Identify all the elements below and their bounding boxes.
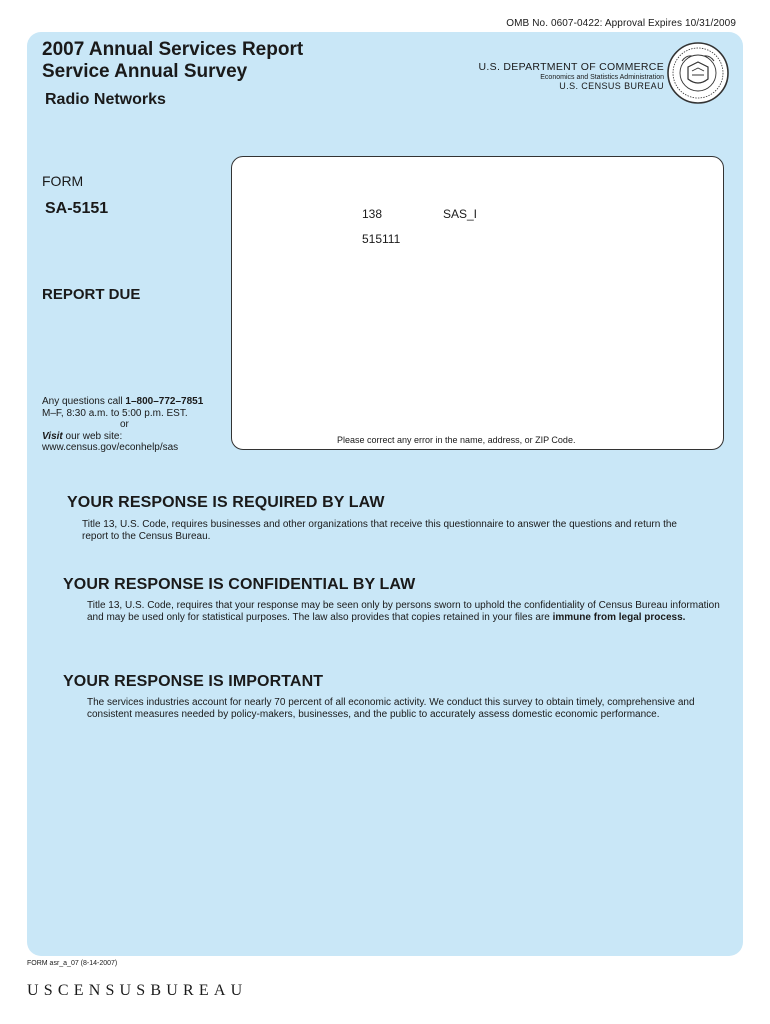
visit-label: Visit: [42, 430, 63, 442]
department-name: U.S. DEPARTMENT OF COMMERCE: [478, 61, 664, 73]
section-heading-required: YOUR RESPONSE IS REQUIRED BY LAW: [67, 494, 385, 511]
section-body-required: Title 13, U.S. Code, requires businesses and other organizations that receive this questionnaire to answer the questions and return the report to the Census Bureau.: [82, 519, 677, 542]
department-of-commerce-seal-icon: [666, 41, 730, 105]
or-text: or: [120, 419, 129, 430]
website-link[interactable]: www.census.gov/econhelp/sas: [42, 442, 179, 453]
confidential-emphasis: immune from legal process.: [552, 611, 686, 623]
form-code: FORM asr_a_07 (8-14-2007): [27, 960, 118, 967]
report-title: 2007 Annual Services Report: [42, 39, 304, 60]
omb-notice: OMB No. 0607-0422: Approval Expires 10/31/2009: [506, 18, 736, 29]
section-heading-important: YOUR RESPONSE IS IMPORTANT: [63, 673, 324, 690]
section-body-confidential: [87, 600, 727, 623]
department-block: [479, 61, 664, 91]
survey-title: Service Annual Survey: [42, 61, 248, 82]
section-body-important: The services industries account for nearly 70 percent of all economic activity. We conduct this survey to obtain timely, comprehensive and consistent measures needed by policy-makers, businesses, and the public to accurately assess domestic economic performance.: [87, 697, 695, 720]
questions-line: [42, 396, 203, 408]
administration-name: Economics and Statistics Administration: [540, 74, 664, 81]
address-label-box: [231, 156, 724, 450]
bureau-name: U.S. CENSUS BUREAU: [559, 81, 664, 91]
address-code-2: SAS_I: [443, 207, 478, 221]
section-heading-confidential: YOUR RESPONSE IS CONFIDENTIAL BY LAW: [63, 576, 416, 593]
census-bureau-wordmark: USCENSUSBUREAU: [27, 982, 248, 999]
industry-subtitle: Radio Networks: [45, 91, 166, 108]
address-code-1: 138: [362, 207, 383, 221]
report-due-label: REPORT DUE: [42, 286, 141, 303]
questions-text: Any questions call: [42, 396, 126, 407]
visit-line: [42, 431, 203, 443]
visit-text: our web site:: [62, 430, 123, 442]
contact-info: [42, 396, 203, 454]
form-label: FORM: [42, 173, 84, 189]
form-number: SA-5151: [45, 200, 109, 217]
address-code-3: 515111: [362, 232, 401, 246]
phone-number: 1–800–772–7851: [125, 396, 204, 407]
hours-text: M–F, 8:30 a.m. to 5:00 p.m. EST.: [42, 407, 188, 419]
confidential-text: Title 13, U.S. Code, requires that your response may be seen only by persons sworn to uphold the confidentiality of Census Bureau information and may be used only for statistical purposes. The law also provides that copies retained in your files are: [87, 600, 720, 623]
address-correction-note: Please correct any error in the name, address, or ZIP Code.: [337, 435, 576, 445]
